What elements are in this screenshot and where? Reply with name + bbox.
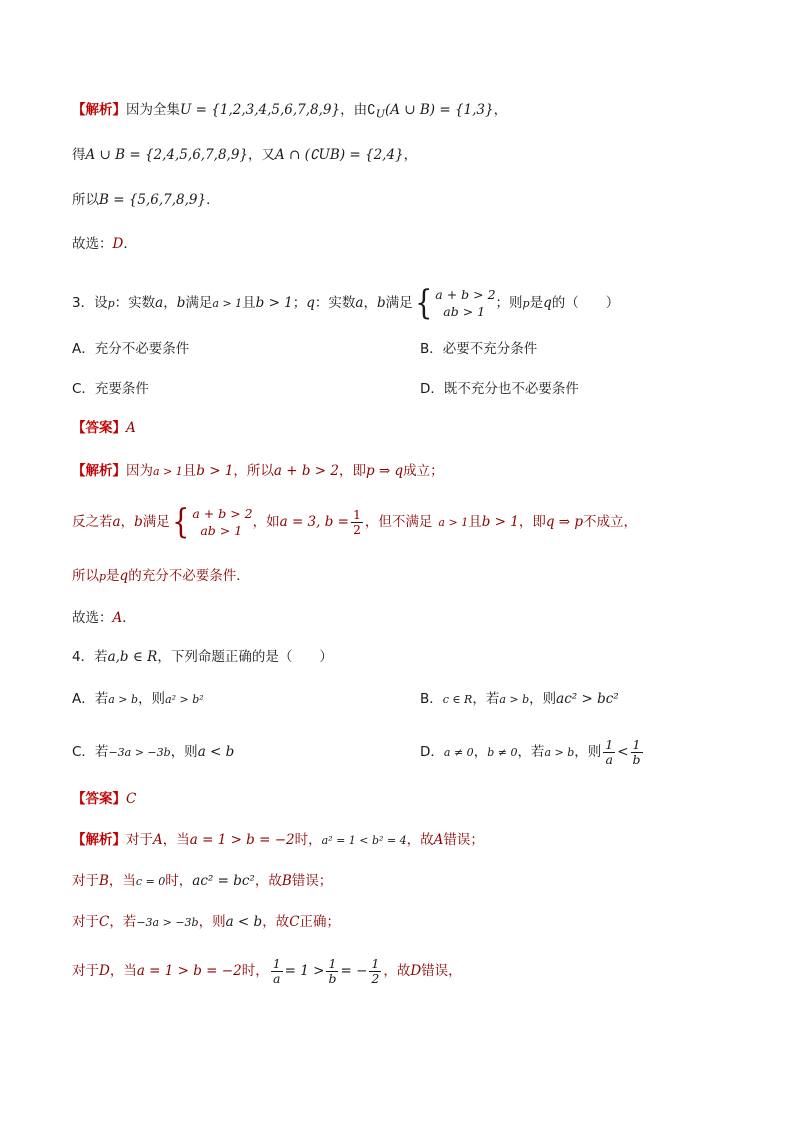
- q4-analysis-line-1: 【解析】对于A，当a = 1 > b = −2时，a² = 1 < b² = 4，故A错误；: [72, 832, 484, 848]
- q3-option-d[interactable]: D．既不充分也不必要条件: [420, 381, 579, 397]
- q3-choice-line: 故选：A．: [72, 610, 136, 626]
- q4-option-a[interactable]: A．若a > b，则a² > b²: [72, 691, 204, 707]
- prev-analysis-line-1: 【解析】因为全集U = {1,2,3,4,5,6,7,8,9}，由$∁_U(A$ ∪ B) = {1,3}，: [72, 102, 508, 121]
- fraction-one-half: $\frac{1}{2}$: [352, 506, 361, 537]
- q4-analysis-line-2: 对于B，当c = 0时，ac² = bc²，故B错误；: [72, 873, 333, 889]
- analysis-label: 【解析】: [72, 102, 126, 118]
- q4-analysis-line-4: 对于D，当a = 1 > b = −2时， $\frac{1}{a}$ = 1 > $\frac{1}{b}$ = − $\frac{1}{2}$ ，故D错误，: [72, 955, 462, 986]
- q3-option-a[interactable]: A．充分不必要条件: [72, 341, 190, 357]
- q4-options-row-2: [72, 736, 734, 769]
- q4-option-d[interactable]: D．a ≠ 0，b ≠ 0，若a > b，则 $\frac{1}{a}$ < $\frac{1}{b}$: [420, 736, 641, 767]
- q3-analysis-system: { a + b > 2 ab > 1: [171, 502, 253, 542]
- q4-answer: 【答案】C: [72, 791, 137, 807]
- q3-answer: 【答案】A: [72, 420, 136, 436]
- q3-analysis-line-1: 【解析】因为a > 1且b > 1，所以a + b > 2，即p ⇒ q成立；: [72, 463, 444, 479]
- q3-condition-system: { a + b > 2 ab > 1: [414, 283, 496, 323]
- q3-analysis-line-3: 所以p是q的充分不必要条件．: [72, 568, 250, 584]
- q4-option-b[interactable]: B．c ∈ R，若a > b，则ac² > bc²: [420, 691, 619, 707]
- q4-option-c[interactable]: C．若−3a > −3b，则a < b: [72, 744, 235, 760]
- q4-options-row-1: [72, 689, 734, 710]
- q3-options-row-1: [72, 339, 734, 359]
- q4-analysis-line-3: 对于C，若−3a > −3b，则a < b，故C正确；: [72, 914, 341, 930]
- prev-analysis-line-2: 得A ∪ B = {2,4,5,6,7,8,9}，又A ∩ (∁UB) = {2,4}，: [72, 147, 418, 163]
- prev-analysis-line-3: 所以B = {5,6,7,8,9}．: [72, 192, 220, 208]
- q4-stem: 4．若a,b ∈ R，下列命题正确的是（ ）: [72, 649, 333, 665]
- q3-options-row-2: [72, 379, 734, 399]
- prev-choice-line: 故选：D．: [72, 236, 137, 252]
- q3-option-c[interactable]: C．充要条件: [72, 381, 149, 397]
- q3-option-b[interactable]: B．必要不充分条件: [420, 341, 538, 357]
- q3-analysis-line-2: 反之若a，b满足 { a + b > 2 ab > 1 ，如a = 3, b = $\frac{1}{2}$ ，但不满足 a > 1且b > 1，即q ⇒ p不成立，: [72, 502, 638, 542]
- q3-stem: 3．设p：实数a，b满足a > 1且b > 1；q：实数a，b满足 { a + b > 2 ab > 1 ；则p是q的（ ）: [72, 283, 620, 323]
